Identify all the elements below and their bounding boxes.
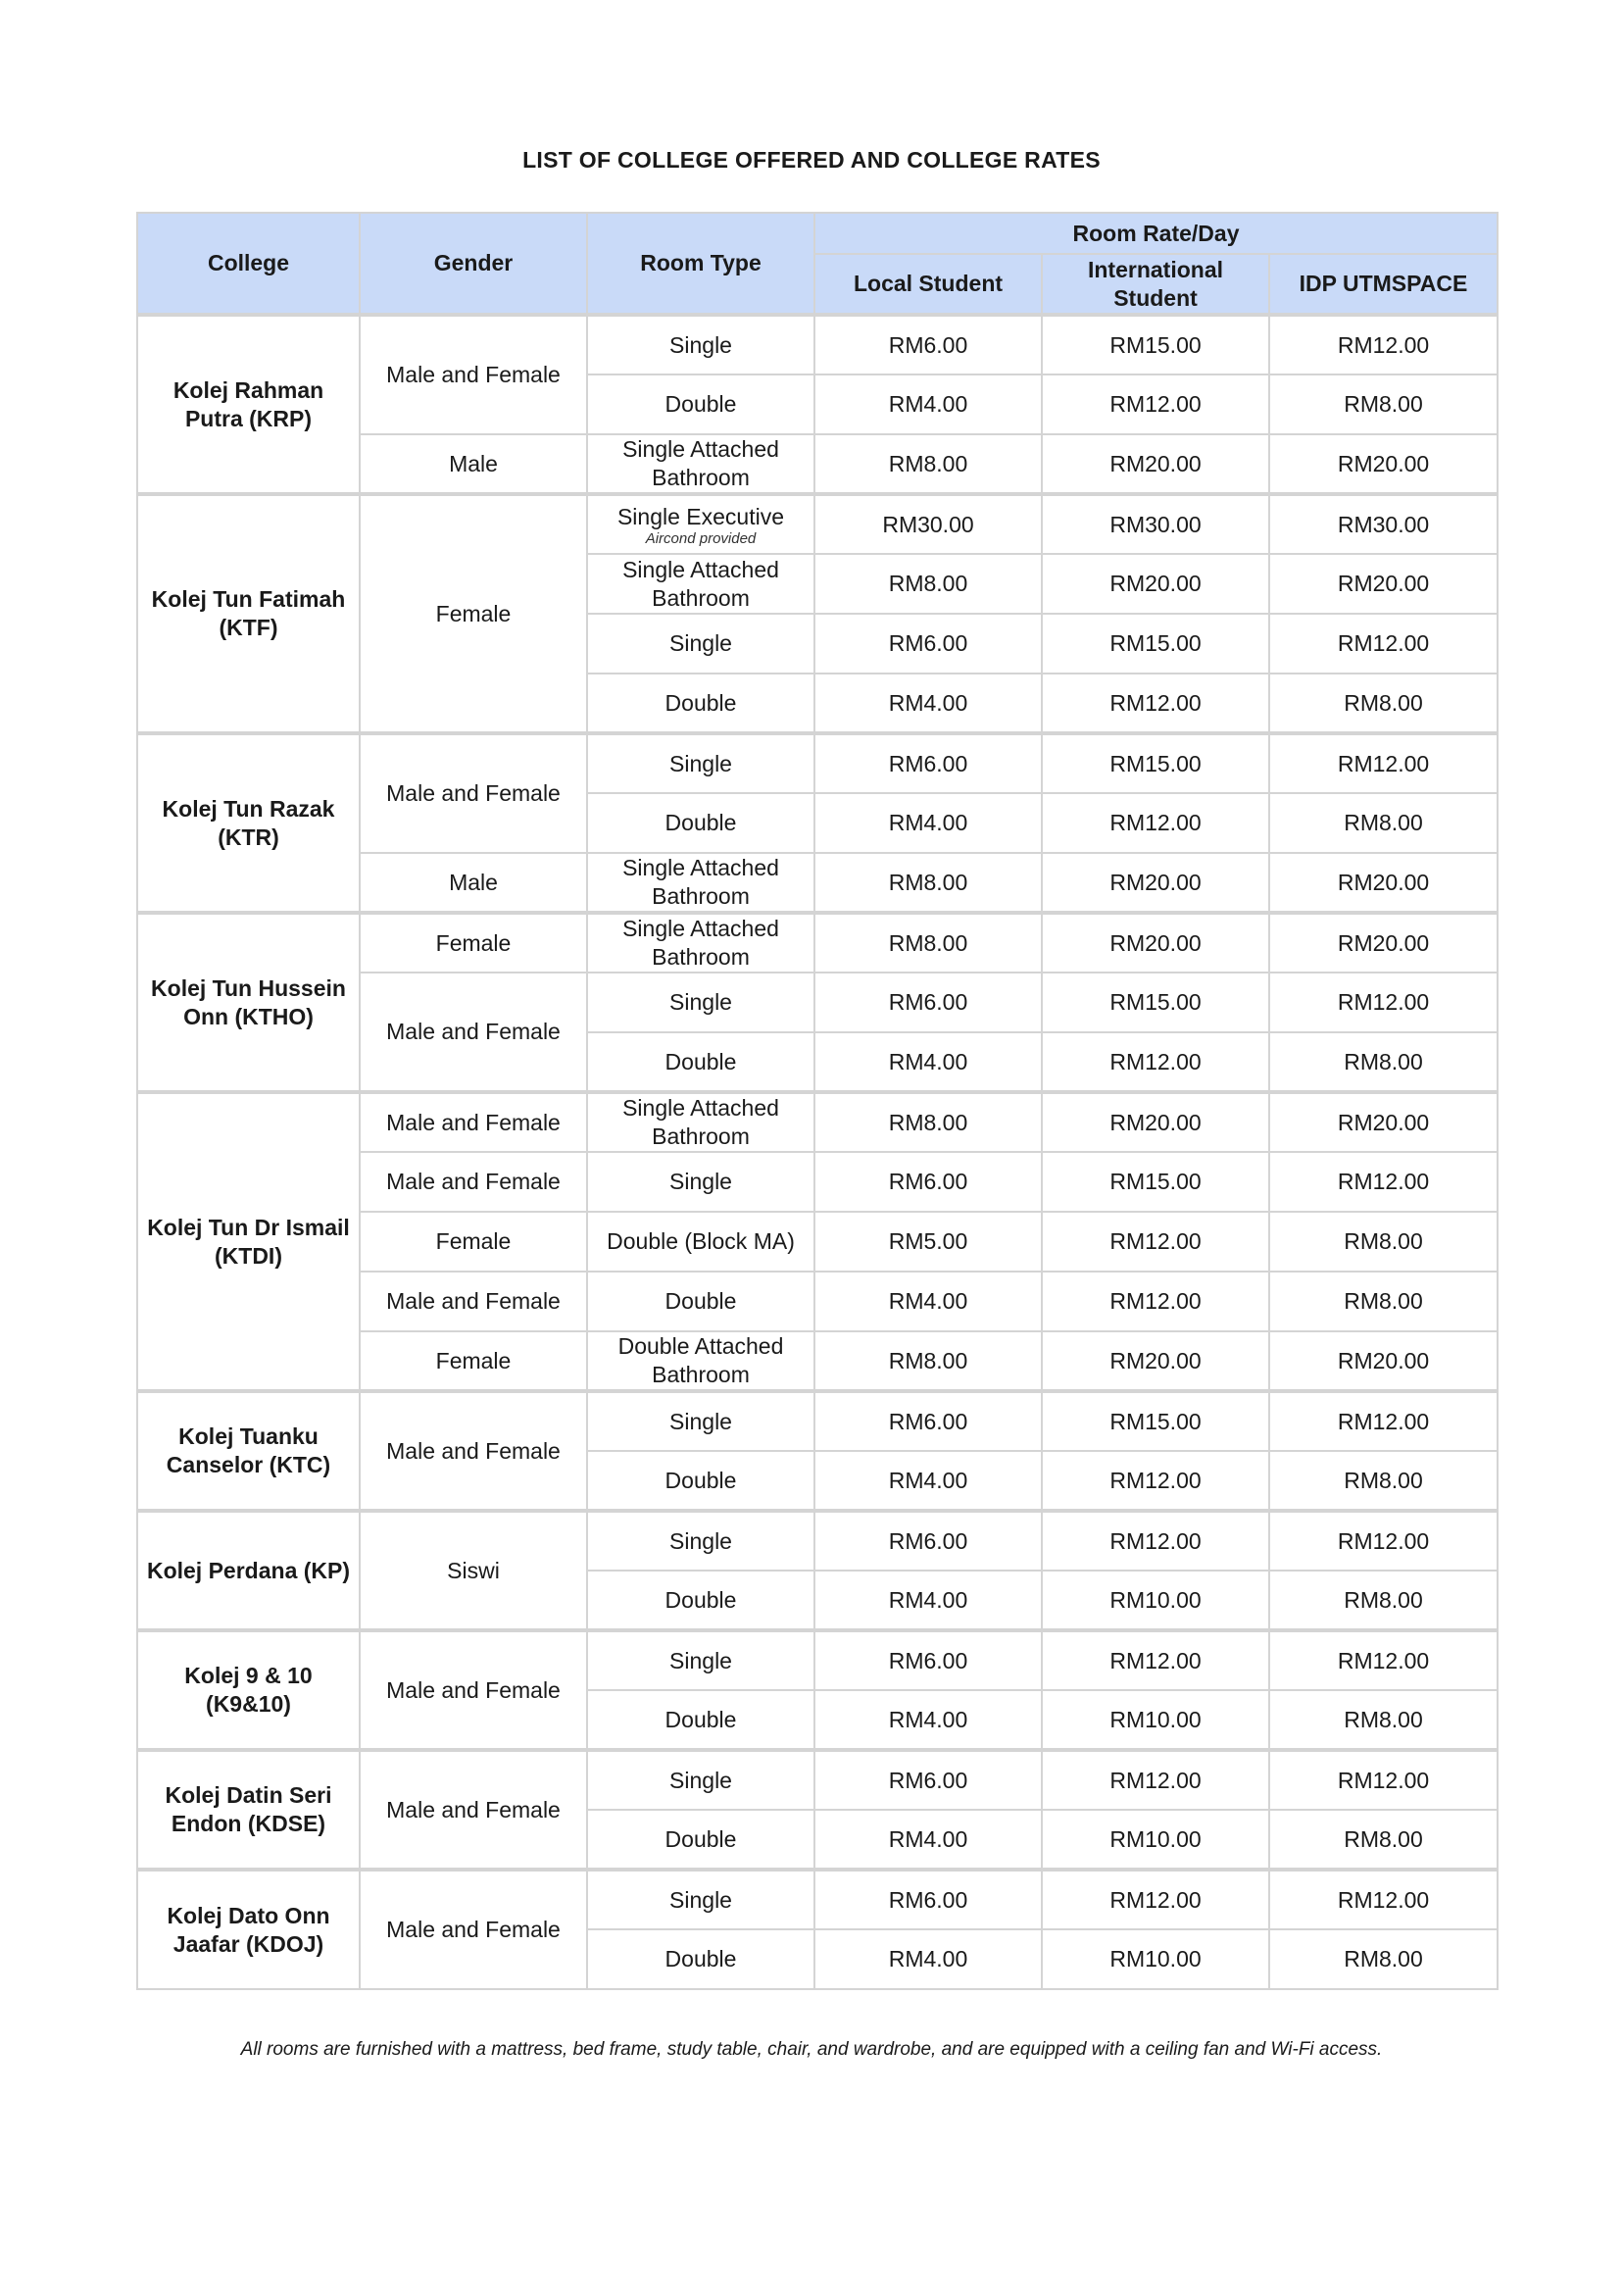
international-rate-cell: RM30.00 <box>1042 494 1269 554</box>
local-rate-cell: RM6.00 <box>814 1630 1042 1690</box>
room-type-cell: Double <box>587 1571 814 1630</box>
idp-rate-cell: RM20.00 <box>1269 1092 1498 1152</box>
room-type-cell: Single <box>587 733 814 793</box>
college-name: Kolej Rahman Putra (KRP) <box>137 315 360 494</box>
idp-rate-cell: RM20.00 <box>1269 434 1498 494</box>
local-rate-cell: RM6.00 <box>814 1152 1042 1212</box>
idp-rate-cell: RM8.00 <box>1269 1272 1498 1331</box>
international-rate-cell: RM20.00 <box>1042 1331 1269 1391</box>
local-rate-cell: RM6.00 <box>814 1870 1042 1929</box>
college-name: Kolej Tun Razak (KTR) <box>137 733 360 913</box>
gender-cell: Siswi <box>360 1511 587 1630</box>
international-rate-cell: RM12.00 <box>1042 793 1269 853</box>
international-rate-cell: RM15.00 <box>1042 1391 1269 1451</box>
idp-rate-cell: RM8.00 <box>1269 374 1498 434</box>
local-rate-cell: RM4.00 <box>814 1810 1042 1870</box>
room-type-cell: Double <box>587 1272 814 1331</box>
international-rate-cell: RM12.00 <box>1042 1511 1269 1571</box>
international-rate-cell: RM15.00 <box>1042 1152 1269 1212</box>
international-rate-cell: RM10.00 <box>1042 1571 1269 1630</box>
idp-rate-cell: RM12.00 <box>1269 1391 1498 1451</box>
idp-rate-cell: RM30.00 <box>1269 494 1498 554</box>
table-row <box>137 1391 1498 1451</box>
gender-cell: Male and Female <box>360 1092 587 1152</box>
international-rate-cell: RM10.00 <box>1042 1690 1269 1750</box>
local-rate-cell: RM8.00 <box>814 554 1042 614</box>
local-rate-cell: RM8.00 <box>814 853 1042 913</box>
idp-rate-cell: RM8.00 <box>1269 1929 1498 1989</box>
international-rate-cell: RM12.00 <box>1042 1272 1269 1331</box>
local-rate-cell: RM6.00 <box>814 1750 1042 1810</box>
college-rates-table <box>136 212 1499 1990</box>
table-row <box>137 1630 1498 1690</box>
idp-rate-cell: RM12.00 <box>1269 733 1498 793</box>
international-rate-cell: RM12.00 <box>1042 1451 1269 1511</box>
table-row <box>137 1092 1498 1152</box>
international-rate-cell: RM20.00 <box>1042 1092 1269 1152</box>
room-type-cell: Single <box>587 1630 814 1690</box>
local-rate-cell: RM6.00 <box>814 733 1042 793</box>
international-rate-cell: RM20.00 <box>1042 434 1269 494</box>
local-rate-cell: RM4.00 <box>814 1571 1042 1630</box>
gender-cell: Male and Female <box>360 315 587 434</box>
college-name: Kolej Perdana (KP) <box>137 1511 360 1630</box>
international-rate-cell: RM15.00 <box>1042 973 1269 1032</box>
idp-rate-cell: RM12.00 <box>1269 614 1498 674</box>
international-rate-cell: RM20.00 <box>1042 853 1269 913</box>
local-rate-cell: RM4.00 <box>814 1929 1042 1989</box>
college-name: Kolej 9 & 10 (K9&10) <box>137 1630 360 1750</box>
idp-rate-cell: RM20.00 <box>1269 913 1498 973</box>
idp-rate-cell: RM12.00 <box>1269 1511 1498 1571</box>
room-type-cell: Double <box>587 1929 814 1989</box>
header-international-student: International Student <box>1042 254 1269 315</box>
local-rate-cell: RM4.00 <box>814 374 1042 434</box>
header-room-rate: Room Rate/Day <box>814 213 1498 254</box>
international-rate-cell: RM15.00 <box>1042 733 1269 793</box>
room-type-cell: Single <box>587 1152 814 1212</box>
room-type-cell: Double <box>587 374 814 434</box>
header-gender: Gender <box>360 213 587 315</box>
international-rate-cell: RM10.00 <box>1042 1929 1269 1989</box>
table-row <box>137 913 1498 973</box>
local-rate-cell: RM6.00 <box>814 1391 1042 1451</box>
international-rate-cell: RM12.00 <box>1042 1870 1269 1929</box>
table-row <box>137 315 1498 374</box>
international-rate-cell: RM12.00 <box>1042 1212 1269 1272</box>
international-rate-cell: RM15.00 <box>1042 315 1269 374</box>
room-type-cell: Single Attached Bathroom <box>587 1092 814 1152</box>
local-rate-cell: RM8.00 <box>814 1331 1042 1391</box>
room-type-label: Single Executive <box>616 503 785 529</box>
idp-rate-cell: RM12.00 <box>1269 1152 1498 1212</box>
table-row <box>137 1750 1498 1810</box>
header-local-student: Local Student <box>814 254 1042 315</box>
local-rate-cell: RM4.00 <box>814 674 1042 733</box>
room-type-cell <box>587 494 814 554</box>
international-rate-cell: RM12.00 <box>1042 1750 1269 1810</box>
local-rate-cell: RM4.00 <box>814 793 1042 853</box>
header-idp-utmspace: IDP UTMSPACE <box>1269 254 1498 315</box>
idp-rate-cell: RM12.00 <box>1269 315 1498 374</box>
header-room-type: Room Type <box>587 213 814 315</box>
idp-rate-cell: RM8.00 <box>1269 1690 1498 1750</box>
room-type-cell: Single Attached Bathroom <box>587 554 814 614</box>
idp-rate-cell: RM8.00 <box>1269 1451 1498 1511</box>
gender-cell: Female <box>360 913 587 973</box>
idp-rate-cell: RM8.00 <box>1269 793 1498 853</box>
room-type-cell: Single <box>587 973 814 1032</box>
room-type-cell: Single <box>587 315 814 374</box>
college-name: Kolej Tun Fatimah (KTF) <box>137 494 360 733</box>
room-type-cell: Double <box>587 674 814 733</box>
idp-rate-cell: RM20.00 <box>1269 853 1498 913</box>
room-type-note: Aircond provided <box>645 529 757 547</box>
college-name: Kolej Tun Dr Ismail (KTDI) <box>137 1092 360 1391</box>
gender-cell: Female <box>360 494 587 733</box>
table-row <box>137 1870 1498 1929</box>
local-rate-cell: RM6.00 <box>814 1511 1042 1571</box>
idp-rate-cell: RM12.00 <box>1269 1750 1498 1810</box>
international-rate-cell: RM15.00 <box>1042 614 1269 674</box>
local-rate-cell: RM6.00 <box>814 315 1042 374</box>
gender-cell: Female <box>360 1212 587 1272</box>
gender-cell: Female <box>360 1331 587 1391</box>
room-type-cell: Single <box>587 1870 814 1929</box>
gender-cell: Male and Female <box>360 1750 587 1870</box>
gender-cell: Male and Female <box>360 1152 587 1212</box>
idp-rate-cell: RM20.00 <box>1269 1331 1498 1391</box>
college-name: Kolej Tun Hussein Onn (KTHO) <box>137 913 360 1092</box>
room-type-cell: Single Attached Bathroom <box>587 913 814 973</box>
gender-cell: Male and Female <box>360 1272 587 1331</box>
room-type-cell: Double Attached Bathroom <box>587 1331 814 1391</box>
room-type-cell: Double <box>587 1032 814 1092</box>
footnote: All rooms are furnished with a mattress, bed frame, study table, chair, and wardrobe, and are equipped with a ceiling fan and Wi-Fi access. <box>240 2039 1383 2060</box>
international-rate-cell: RM10.00 <box>1042 1810 1269 1870</box>
local-rate-cell: RM30.00 <box>814 494 1042 554</box>
room-type-cell: Single <box>587 1391 814 1451</box>
gender-cell: Male and Female <box>360 1630 587 1750</box>
idp-rate-cell: RM12.00 <box>1269 1870 1498 1929</box>
local-rate-cell: RM8.00 <box>814 434 1042 494</box>
room-type-cell: Double <box>587 793 814 853</box>
local-rate-cell: RM6.00 <box>814 973 1042 1032</box>
gender-cell: Male and Female <box>360 1870 587 1989</box>
gender-cell: Male and Female <box>360 733 587 853</box>
gender-cell: Male <box>360 853 587 913</box>
table-row <box>137 733 1498 793</box>
idp-rate-cell: RM8.00 <box>1269 1032 1498 1092</box>
room-type-cell: Single <box>587 1750 814 1810</box>
international-rate-cell: RM20.00 <box>1042 913 1269 973</box>
local-rate-cell: RM6.00 <box>814 614 1042 674</box>
college-name: Kolej Dato Onn Jaafar (KDOJ) <box>137 1870 360 1989</box>
idp-rate-cell: RM12.00 <box>1269 1630 1498 1690</box>
local-rate-cell: RM4.00 <box>814 1032 1042 1092</box>
room-type-cell: Single <box>587 1511 814 1571</box>
college-name: Kolej Tuanku Canselor (KTC) <box>137 1391 360 1511</box>
local-rate-cell: RM8.00 <box>814 913 1042 973</box>
idp-rate-cell: RM12.00 <box>1269 973 1498 1032</box>
international-rate-cell: RM12.00 <box>1042 1032 1269 1092</box>
room-type-cell: Double <box>587 1690 814 1750</box>
room-type-cell: Double <box>587 1451 814 1511</box>
page-title: LIST OF COLLEGE OFFERED AND COLLEGE RATES <box>522 147 1101 173</box>
room-type-cell: Double <box>587 1810 814 1870</box>
idp-rate-cell: RM8.00 <box>1269 674 1498 733</box>
idp-rate-cell: RM8.00 <box>1269 1571 1498 1630</box>
gender-cell: Male and Female <box>360 1391 587 1511</box>
room-type-cell: Single <box>587 614 814 674</box>
header-college: College <box>137 213 360 315</box>
local-rate-cell: RM4.00 <box>814 1690 1042 1750</box>
local-rate-cell: RM8.00 <box>814 1092 1042 1152</box>
gender-cell: Male and Female <box>360 973 587 1092</box>
room-type-cell: Double (Block MA) <box>587 1212 814 1272</box>
idp-rate-cell: RM8.00 <box>1269 1212 1498 1272</box>
room-type-cell: Single Attached Bathroom <box>587 853 814 913</box>
local-rate-cell: RM4.00 <box>814 1451 1042 1511</box>
room-type-cell: Single Attached Bathroom <box>587 434 814 494</box>
college-name: Kolej Datin Seri Endon (KDSE) <box>137 1750 360 1870</box>
idp-rate-cell: RM8.00 <box>1269 1810 1498 1870</box>
international-rate-cell: RM20.00 <box>1042 554 1269 614</box>
gender-cell: Male <box>360 434 587 494</box>
table-row <box>137 494 1498 554</box>
local-rate-cell: RM4.00 <box>814 1272 1042 1331</box>
local-rate-cell: RM5.00 <box>814 1212 1042 1272</box>
international-rate-cell: RM12.00 <box>1042 374 1269 434</box>
idp-rate-cell: RM20.00 <box>1269 554 1498 614</box>
international-rate-cell: RM12.00 <box>1042 1630 1269 1690</box>
international-rate-cell: RM12.00 <box>1042 674 1269 733</box>
table-row <box>137 1511 1498 1571</box>
